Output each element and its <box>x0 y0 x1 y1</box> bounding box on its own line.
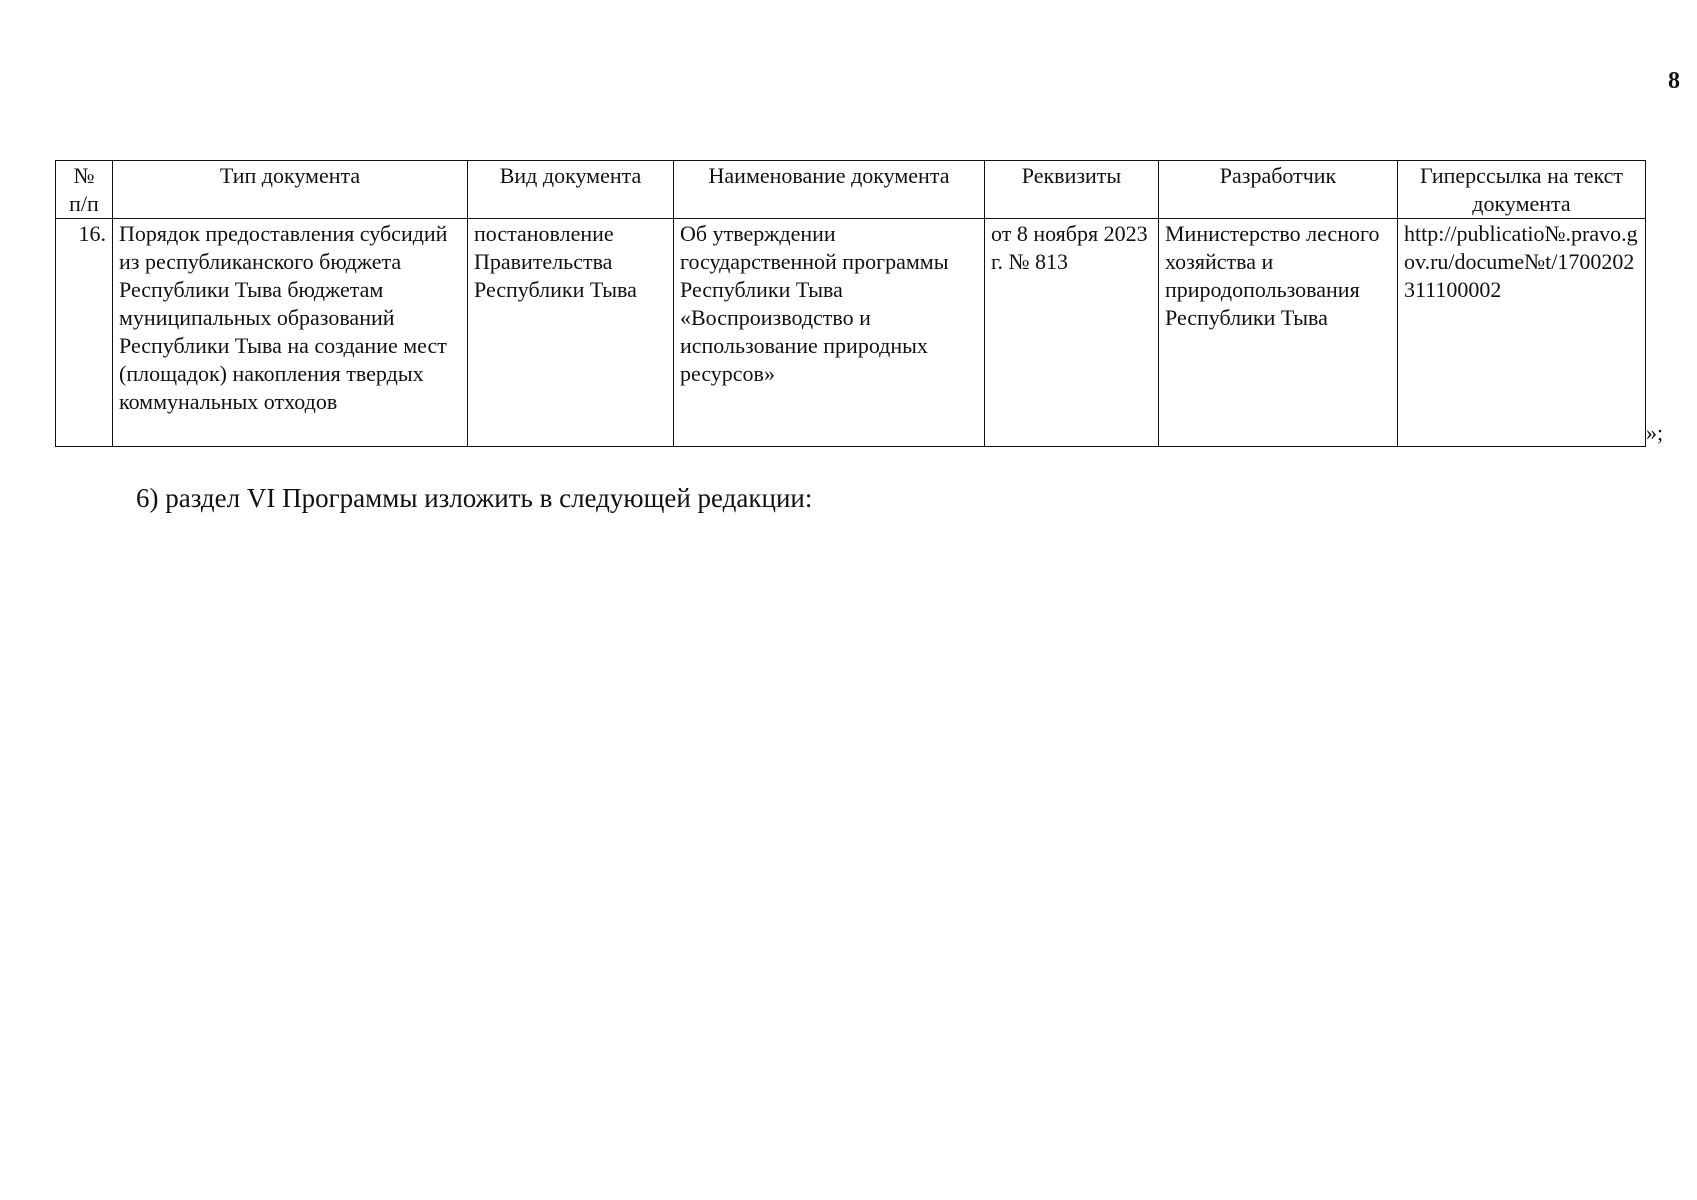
header-document-kind: Вид документа <box>468 161 674 219</box>
page-number: 8 <box>1668 68 1680 94</box>
table-header-row <box>56 161 1646 219</box>
cell-hyperlink[interactable]: http://publicatio№.pravo.gov.ru/docume№t/1700202311100002 <box>1398 219 1646 447</box>
documents-table <box>55 160 1646 447</box>
header-developer: Разработчик <box>1159 161 1398 219</box>
header-requisites: Реквизиты <box>985 161 1159 219</box>
table-row <box>56 219 1646 447</box>
cell-document-name: Об утверждении государственной программы Республики Тыва «Воспроизводство и использование природных ресурсов» <box>674 219 985 447</box>
cell-number: 16. <box>56 219 113 447</box>
header-document-name: Наименование документа <box>674 161 985 219</box>
body-paragraph: 6) раздел VI Программы изложить в следующей редакции: <box>136 483 813 513</box>
cell-document-type: Порядок предоставления субсидий из республиканского бюджета Республики Тыва бюджетам муниципальных образований Республики Тыва на создание мест (площадок) накопления твердых коммунальных отходов <box>113 219 468 447</box>
header-hyperlink: Гиперссылка на текст документа <box>1398 161 1646 219</box>
closing-quote: »; <box>1646 420 1664 445</box>
cell-developer: Министерство лесного хозяйства и природопользования Республики Тыва <box>1159 219 1398 447</box>
cell-requisites: от 8 ноября 2023 г. № 813 <box>985 219 1159 447</box>
header-number: № п/п <box>56 161 113 219</box>
cell-document-kind: постановление Правительства Республики Тыва <box>468 219 674 447</box>
header-document-type: Тип документа <box>113 161 468 219</box>
